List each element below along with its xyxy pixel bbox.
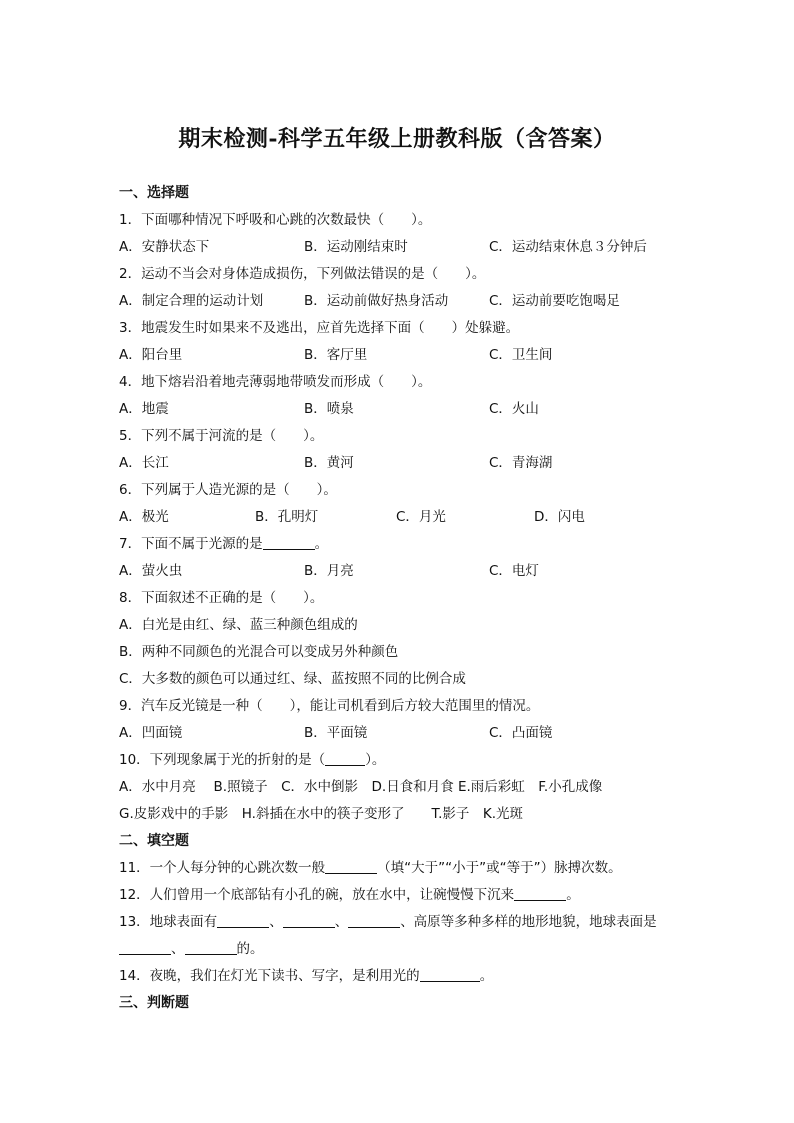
q6-options	[119, 504, 699, 531]
q3-option-c: C．卫生间	[489, 347, 553, 363]
q11-text	[119, 855, 699, 882]
q5-options	[119, 450, 699, 477]
q10-text	[119, 747, 699, 774]
section-fill-heading: 二、填空题	[119, 833, 189, 849]
q7-answer-blank[interactable]	[263, 533, 315, 550]
q10-text-after: ）。	[365, 752, 386, 768]
q2-text: 2．运动不当会对身体造成损伤，下列做法错误的是（ ）。	[119, 266, 486, 282]
q1-options	[119, 234, 699, 261]
q13-text-after: 的。	[236, 941, 264, 957]
q3-option-a: A．阳台里	[119, 347, 183, 363]
q11-text-before: 11．一个人每分钟的心跳次数一般	[119, 860, 326, 876]
q5-text: 5．下列不属于河流的是（ ）。	[119, 428, 324, 444]
q5-option-b: B．黄河	[304, 455, 354, 471]
q9-option-c: C．凸面镜	[489, 725, 553, 741]
q8-text: 8．下面叙述不正确的是（ ）。	[119, 590, 324, 606]
q7-text	[119, 531, 699, 558]
q13-answer-blank-3[interactable]	[348, 911, 400, 928]
q7-text-before: 7．下面不属于光源的是	[119, 536, 263, 552]
q11-text-after: （填“大于”“小于”或“等于”）脉搏次数。	[377, 860, 622, 876]
q13-text-line2	[119, 936, 699, 963]
q4-options	[119, 396, 699, 423]
q9-options	[119, 720, 699, 747]
q13-answer-blank-4[interactable]	[119, 938, 171, 955]
q10-options-line1: A．水中月亮 B.照镜子 C．水中倒影 D.日食和月食 E.雨后彩虹 F.小孔成像	[119, 779, 603, 795]
q4-option-c: C．火山	[489, 401, 539, 417]
q3-options	[119, 342, 699, 369]
q10-options-line2: G.皮影戏中的手影 H.斜插在水中的筷子变形了 T.影子 K.光斑	[119, 806, 524, 822]
q6-option-b: B．孔明灯	[255, 509, 319, 525]
q7-options	[119, 558, 699, 585]
q1-option-a: A．安静状态下	[119, 239, 210, 255]
q8-option-b: B．两种不同颜色的光混合可以变成另外种颜色	[119, 644, 399, 660]
q1-option-b: B．运动刚结束时	[304, 239, 408, 255]
content	[119, 180, 699, 1017]
q3-option-b: B．客厅里	[304, 347, 368, 363]
q2-option-c: C．运动前要吃饱喝足	[489, 293, 620, 309]
q6-option-d: D．闪电	[534, 509, 585, 525]
q11-answer-blank[interactable]	[325, 857, 377, 874]
q14-text-after: 。	[479, 968, 494, 984]
q6-option-c: C．月光	[396, 509, 446, 525]
q10-text-before: 10．下列现象属于光的折射的是（	[119, 752, 326, 768]
q13-separator-1: 、	[269, 914, 283, 930]
q13-separator-3: 、	[171, 941, 185, 957]
q10-answer-blank[interactable]	[325, 749, 365, 766]
q14-text	[119, 963, 699, 990]
q13-text-mid: 、高原等多种多样的地形地貌，地球表面是	[400, 914, 657, 930]
q4-option-b: B．喷泉	[304, 401, 354, 417]
q7-option-a: A．萤火虫	[119, 563, 183, 579]
q9-option-a: A．凹面镜	[119, 725, 183, 741]
q13-text-line1	[119, 909, 699, 936]
section-choice-heading: 一、选择题	[119, 185, 189, 201]
q4-option-a: A．地震	[119, 401, 169, 417]
q13-text-before: 13．地球表面有	[119, 914, 218, 930]
q2-option-a: A．制定合理的运动计划	[119, 293, 264, 309]
q1-text: 1．下面哪种情况下呼吸和心跳的次数最快（ ）。	[119, 212, 432, 228]
q14-text-before: 14．夜晚，我们在灯光下读书、写字，是利用光的	[119, 968, 420, 984]
section-judge-heading: 三、判断题	[119, 995, 189, 1011]
q12-answer-blank[interactable]	[514, 884, 566, 901]
q6-option-a: A．极光	[119, 509, 169, 525]
page-title: 期末检测-科学五年级上册教科版（含答案）	[178, 126, 616, 152]
q2-options	[119, 288, 699, 315]
q7-option-b: B．月亮	[304, 563, 354, 579]
q5-option-a: A．长江	[119, 455, 169, 471]
q7-option-c: C．电灯	[489, 563, 539, 579]
q5-option-c: C．青海湖	[489, 455, 553, 471]
q2-option-b: B．运动前做好热身活动	[304, 293, 449, 309]
q1-option-c: C．运动结束休息３分钟后	[489, 239, 647, 255]
q3-text: 3．地震发生时如果来不及逃出，应首先选择下面（ ）处躲避。	[119, 320, 520, 336]
q12-text-before: 12．人们曾用一个底部钻有小孔的碗，放在水中，让碗慢慢下沉来	[119, 887, 515, 903]
q7-text-after: 。	[314, 536, 329, 552]
q14-answer-blank[interactable]	[420, 965, 480, 982]
q6-text: 6．下列属于人造光源的是（ ）。	[119, 482, 337, 498]
q12-text-after: 。	[566, 887, 580, 903]
q9-option-b: B．平面镜	[304, 725, 368, 741]
q13-answer-blank-1[interactable]	[217, 911, 269, 928]
q13-answer-blank-5[interactable]	[185, 938, 237, 955]
q4-text: 4．地下熔岩沿着地壳薄弱地带喷发而形成（ ）。	[119, 374, 432, 390]
q13-separator-2: 、	[334, 914, 349, 930]
q8-option-c: C．大多数的颜色可以通过红、绿、蓝按照不同的比例合成	[119, 671, 466, 687]
q9-text: 9．汽车反光镜是一种（ ），能让司机看到后方较大范围里的情况。	[119, 698, 540, 714]
q8-option-a: A．白光是由红、绿、蓝三种颜色组成的	[119, 617, 358, 633]
q12-text	[119, 882, 699, 909]
q13-answer-blank-2[interactable]	[283, 911, 335, 928]
